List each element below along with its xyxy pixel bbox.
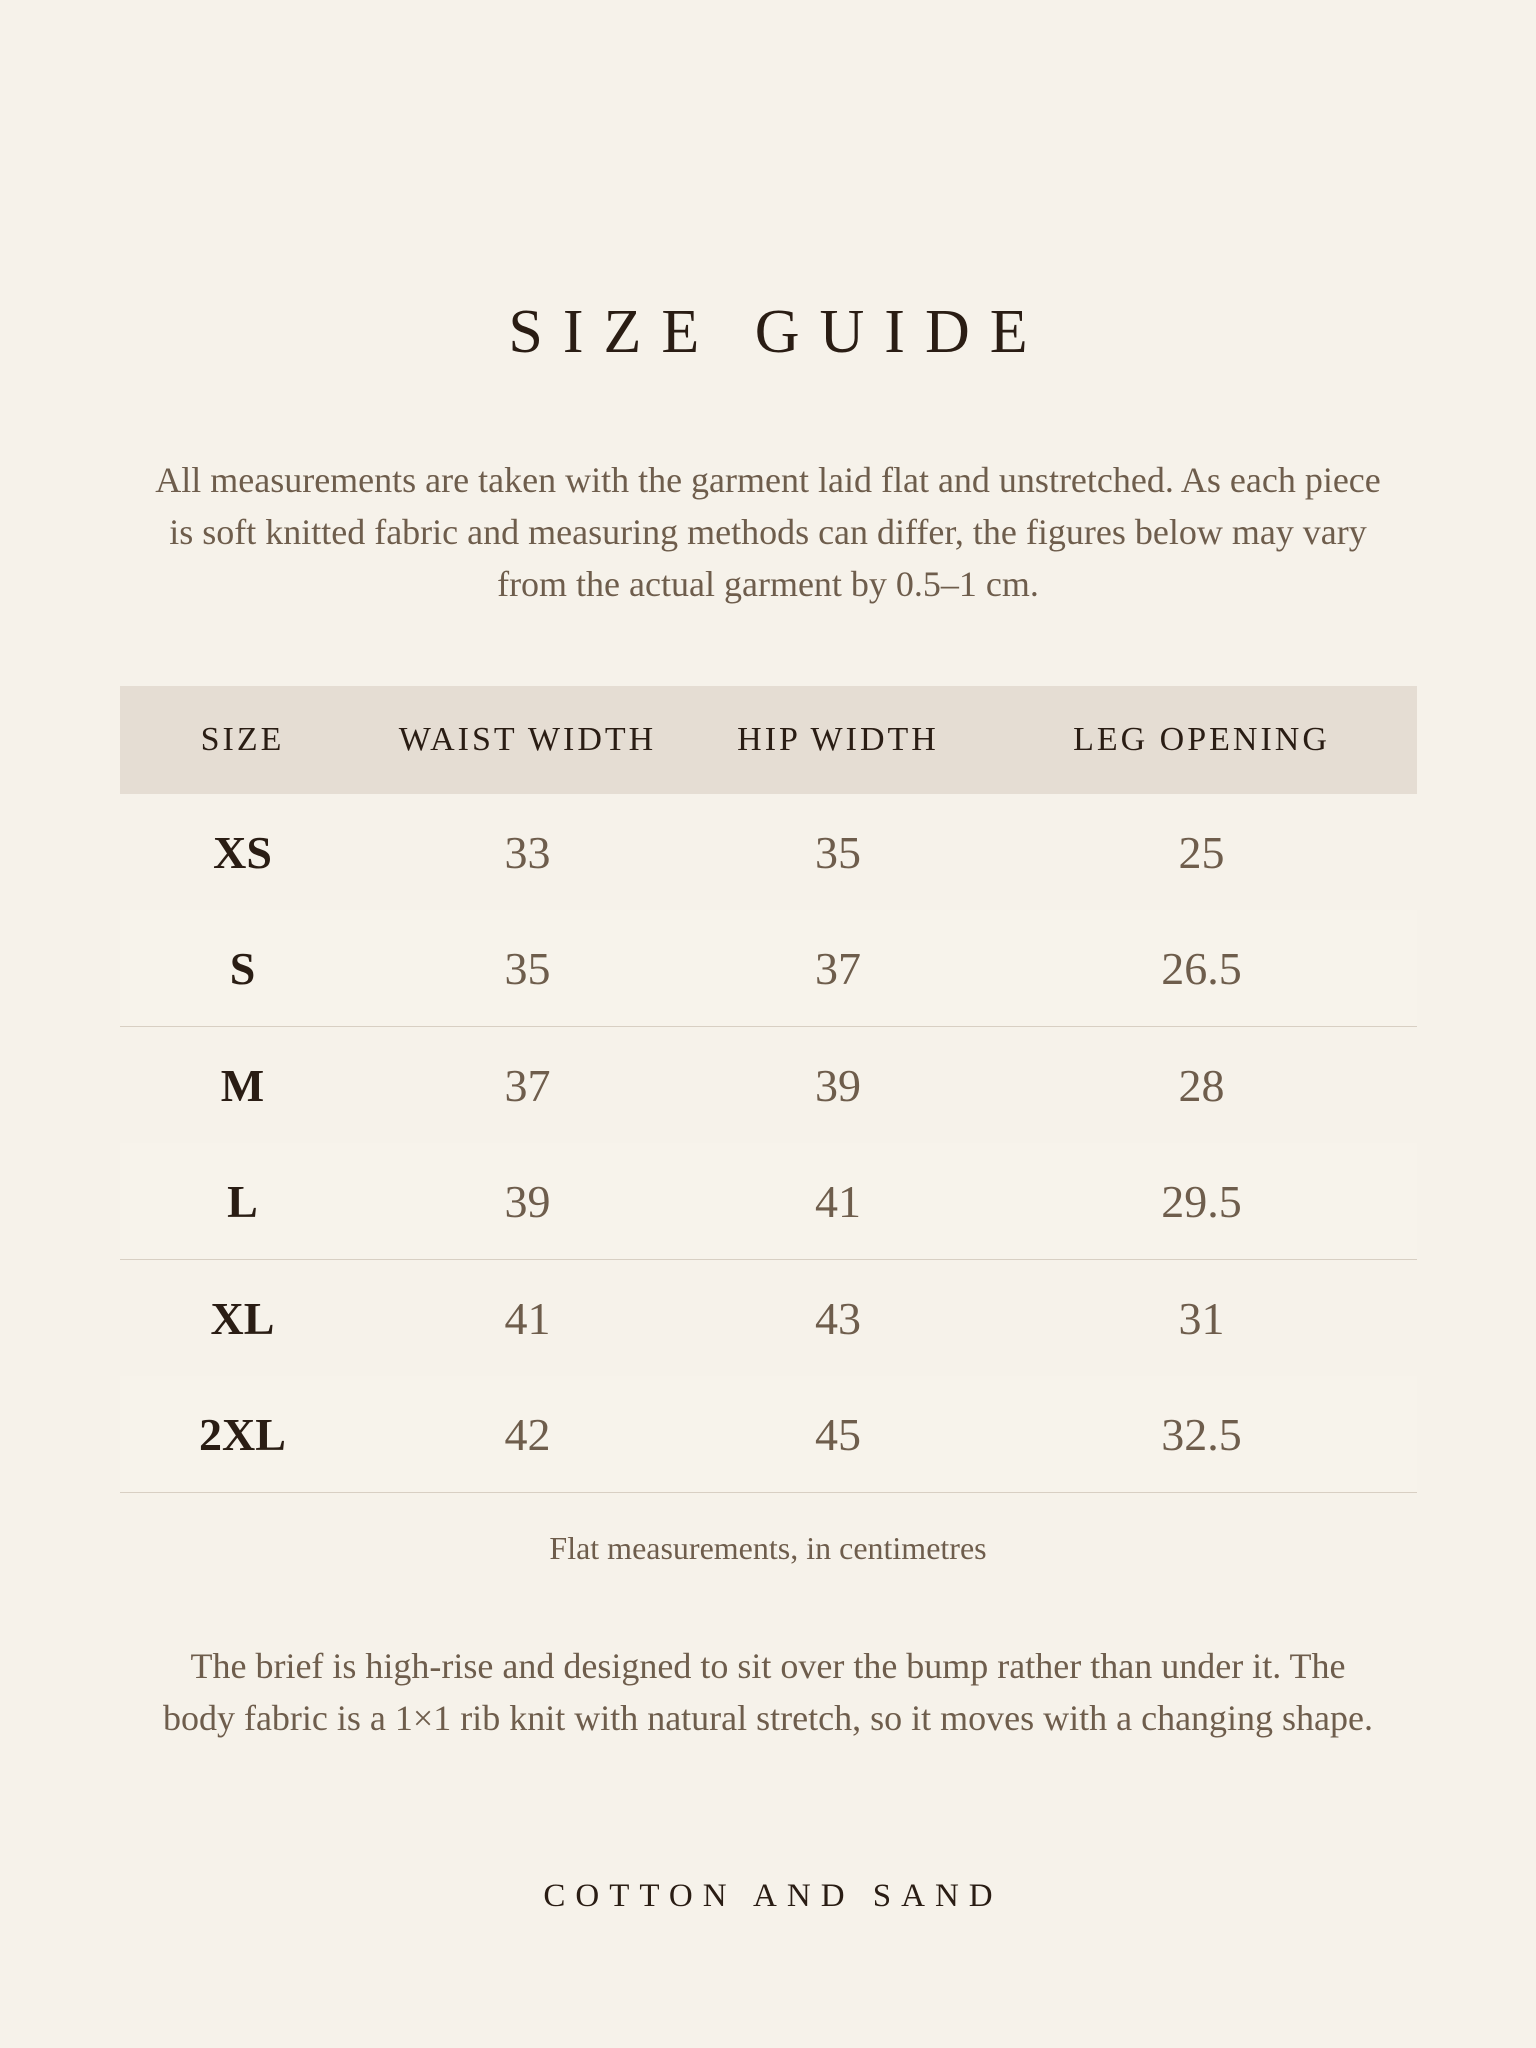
header-size: SIZE (120, 686, 365, 794)
hip-value: 37 (690, 910, 986, 1027)
waist-value: 35 (365, 910, 690, 1027)
size-label: 2XL (120, 1376, 365, 1493)
leg-opening-value: 29.5 (986, 1143, 1417, 1260)
leg-opening-value: 26.5 (986, 910, 1417, 1027)
size-label: XL (120, 1260, 365, 1377)
waist-value: 33 (365, 794, 690, 910)
table-row (120, 1143, 1417, 1260)
fit-note: The brief is high-rise and designed to sit over the bump rather than under it. The body fabric is a 1×1 rib knit with natural stretch, so it moves with a changing shape. (162, 1646, 1374, 1738)
leg-opening-value: 32.5 (986, 1376, 1417, 1493)
size-label: XS (120, 794, 365, 910)
table-caption: Flat measurements, in centimetres (549, 1530, 987, 1566)
size-label: L (120, 1143, 365, 1260)
table-row (120, 910, 1417, 1027)
leg-opening-value: 31 (986, 1260, 1417, 1377)
waist-value: 41 (365, 1260, 690, 1377)
waist-value: 39 (365, 1143, 690, 1260)
waist-value: 37 (365, 1027, 690, 1144)
leg-opening-value: 28 (986, 1027, 1417, 1144)
intro-paragraph: All measurements are taken with the garment laid flat and unstretched. As each piece is soft knitted fabric and measuring methods can differ, the figures below may vary from the actual garment by 0.5–1 cm. (155, 460, 1381, 604)
table-row (120, 1376, 1417, 1493)
waist-value: 42 (365, 1376, 690, 1493)
size-label: S (120, 910, 365, 1027)
table-row (120, 1027, 1417, 1144)
size-table (120, 686, 1417, 1493)
hip-value: 45 (690, 1376, 986, 1493)
brand-name: COTTON AND SAND (543, 1878, 1003, 1914)
table-header-row (120, 686, 1417, 794)
hip-value: 39 (690, 1027, 986, 1144)
leg-opening-value: 25 (986, 794, 1417, 910)
size-label: M (120, 1027, 365, 1144)
header-hip-width: HIP WIDTH (690, 686, 986, 794)
hip-value: 43 (690, 1260, 986, 1377)
header-waist-width: WAIST WIDTH (365, 686, 690, 794)
header-leg-opening: LEG OPENING (986, 686, 1417, 794)
table-row (120, 1260, 1417, 1377)
hip-value: 41 (690, 1143, 986, 1260)
page-title: SIZE GUIDE (508, 298, 1048, 366)
hip-value: 35 (690, 794, 986, 910)
table-row (120, 794, 1417, 910)
